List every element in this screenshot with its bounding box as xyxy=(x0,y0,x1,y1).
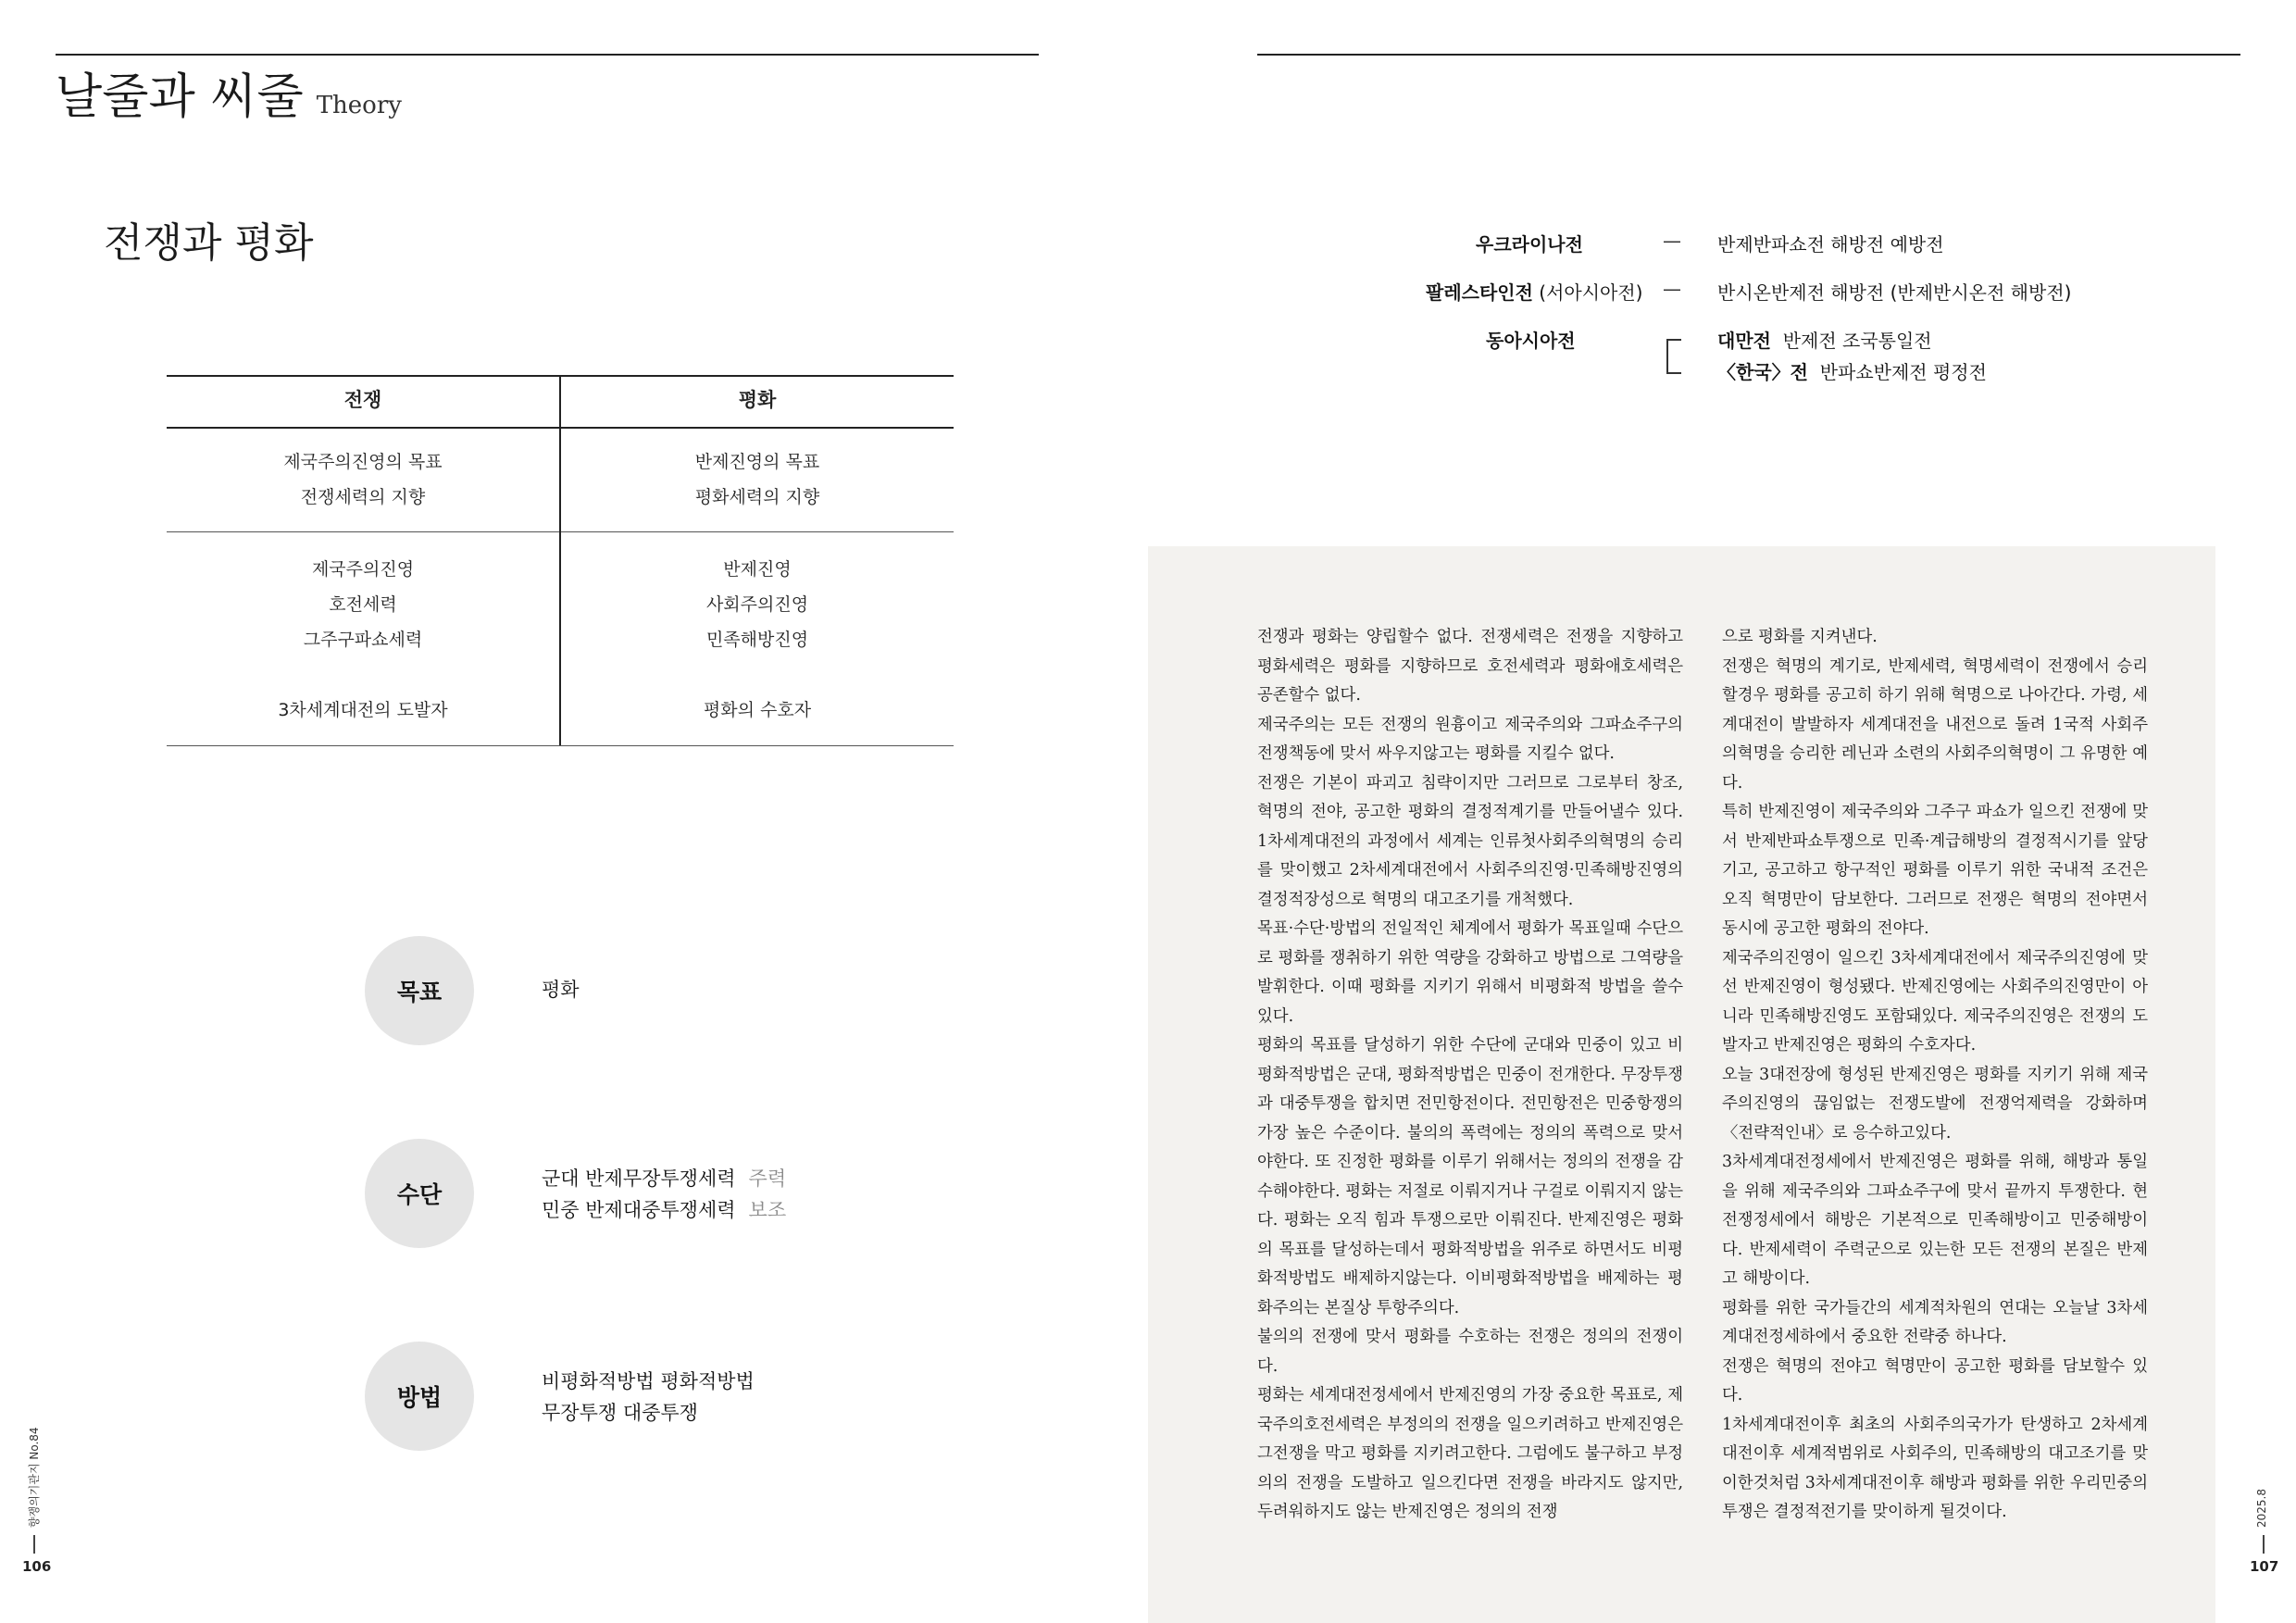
essay-paragraph: 제국주의진영이 일으킨 3차세계대전에서 제국주의진영에 맞선 반제진영이 형성됐다. 반제진영에는 사회주의진영만이 아니라 민족해방진영도 포함돼있다. 제국주의진영은 전쟁의 도발자고 반제진영은 평화의 수호자다. xyxy=(1722,948,2148,1055)
essay-paragraph: 평화는 세계대전정세에서 반제진영의 가장 중요한 목표로, 제국주의호전세력은 부정의의 전쟁을 일으키려하고 반제진영은 그전쟁을 막고 평화를 지키려고한다. 그럼에도 불구하고 부정의의 전쟁을 도발하고 일으킨다면 전쟁을 바라지도 않지만, 두려워하지도 않는 반제진영은 정의의 전쟁 xyxy=(1257,1386,1683,1521)
essay-paragraph: 오늘 3대전장에 형성된 반제진영은 평화를 지키기 위해 제국주의진영의 끊임없는 전쟁도발에 전쟁억제력을 강화하며 〈전략적인내〉로 응수하고있다. xyxy=(1722,1065,2148,1142)
section-title: 날줄과 씨줄 Theory xyxy=(56,69,402,125)
table-bottom-rule xyxy=(167,745,954,746)
essay-column-1 xyxy=(1257,623,1683,1528)
war-dash: — xyxy=(1663,230,1681,252)
magazine-name: 향쟁의기관지 No.84 xyxy=(28,1427,41,1528)
pillar-note: 주력 xyxy=(748,1167,787,1190)
table-cell: 반제진영 xyxy=(723,559,792,580)
table-cell: 전쟁세력의 지향 xyxy=(300,487,426,507)
war-bracket xyxy=(1666,339,1681,374)
war-sub-taiwan: 대만전 반제전 조국통일전 xyxy=(1717,330,1932,352)
pillar-circle-method: 방법 xyxy=(365,1342,474,1451)
page-number-left: 106 xyxy=(22,1558,52,1575)
table-cell: 평화의 수호자 xyxy=(703,700,812,720)
essay-paragraph: 목표·수단·방법의 전일적인 체계에서 평화가 목표일때 수단으로 평화를 쟁취하기 위한 역량을 강화하고 방법으로 그역량을 발휘한다. 이때 평화를 지키기 위해서 비평화적 방법을 쓸수 있다. xyxy=(1257,919,1683,1026)
essay-paragraph: 평화를 위한 국가들간의 세계적차원의 연대는 오늘날 3차세계대전정세하에서 중요한 전략중 하나다. xyxy=(1722,1298,2148,1346)
essay-paragraph: 제국주의는 모든 전쟁의 원흉이고 제국주의와 그파쇼주구의 전쟁책동에 맞서 싸우지않고는 평화를 지킬수 없다. xyxy=(1257,715,1683,763)
essay-paragraph: 전쟁과 평화는 양립할수 없다. 전쟁세력은 전쟁을 지향하고 평화세력은 평화를 지향하므로 호전세력과 평화애호세력은 공존할수 없다. xyxy=(1257,628,1683,705)
essay-paragraph: 전쟁은 혁명의 계기로, 반제세력, 혁명세력이 전쟁에서 승리할경우 평화를 공고히 하기 위해 혁명으로 나아간다. 가령, 세계대전이 발발하자 세계대전을 내전으로 돌려 1국적 사회주의혁명을 승리한 레닌과 소련의 사회주의혁명이 그 유명한 예다. xyxy=(1722,656,2148,793)
pillar-circle-goal: 목표 xyxy=(365,936,474,1045)
table-cell: 반제진영의 목표 xyxy=(694,452,820,472)
table-cell: 제국주의진영 xyxy=(311,559,415,580)
issue-date: 2025.8 xyxy=(2255,1489,2268,1528)
essay-paragraph: 으로 평화를 지켜낸다. xyxy=(1722,628,1878,646)
essay-column-2 xyxy=(1722,623,2148,1528)
essay-paragraph: 1차세계대전이후 최초의 사회주의국가가 탄생하고 2차세계대전이후 세계적범위로 사회주의, 민족해방의 대고조기를 맞이한것처럼 3차세계대전이후 해방과 평화를 위한 우리민중의 투쟁은 결정적전기를 맞이하게 될것이다. xyxy=(1722,1415,2148,1521)
page-heading: 전쟁과 평화 xyxy=(104,219,314,267)
war-desc-ukraine: 반제반파쇼전 해방전 예방전 xyxy=(1717,233,1944,256)
war-name-ukraine: 우크라이나전 xyxy=(1476,233,1583,256)
table-header-peace: 평화 xyxy=(738,389,777,411)
essay-paragraph: 불의의 전쟁에 맞서 평화를 수호하는 전쟁은 정의의 전쟁이다. xyxy=(1257,1328,1683,1376)
folio-tick xyxy=(33,1535,35,1554)
table-cell: 3차세계대전의 도발자 xyxy=(278,700,448,720)
essay-paragraph: 3차세계대전정세에서 반제진영은 평화를 위해, 해방과 통일을 위해 제국주의와 그파쇼주구에 맞서 끝까지 투쟁한다. 현전쟁정세에서 해방은 기본적으로 민족해방이고 민중해방이다. 반제세력이 주력군으로 있는한 모든 전쟁의 본질은 반제고 해방이다. xyxy=(1722,1153,2148,1288)
war-desc-palestine: 반시온반제전 해방전 (반제반시온전 해방전) xyxy=(1717,281,2072,304)
top-rule-left xyxy=(56,54,1039,56)
table-cell: 호전세력 xyxy=(329,594,397,615)
section-subtitle: Theory xyxy=(316,92,402,119)
essay-paragraph: 전쟁은 혁명의 전야고 혁명만이 공고한 평화를 담보할수 있다. xyxy=(1722,1356,2148,1405)
folio-tick xyxy=(2263,1535,2265,1554)
war-name-palestine: 팔레스타인전 (서아시아전) xyxy=(1426,281,1643,304)
essay-paragraph: 평화의 목표를 달성하기 위한 수단에 군대와 민중이 있고 비평화적방법은 군대, 평화적방법은 민중이 전개한다. 무장투쟁과 대중투쟁을 합치면 전민항전이다. 전민항전은 민중항쟁의 가장 높은 수준이다. 불의의 폭력에는 정의의 폭력으로 맞서야한다. 또 진정한 평화를 이루기 위해서는 정의의 전쟁을 감수해야한다. 평화는 저절로 이뤄지거나 구걸로 이뤄지지 않는다. 평화는 오직 힘과 투쟁으로만 이뤄진다. 반제진영은 평화의 목표를 달성하는데서 평화적방법을 위주로 하면서도 비평화적방법도 배제하지않는다. 이비평화적방법을 배제하는 평화주의는 본질상 투항주의다. xyxy=(1257,1036,1683,1317)
war-sub-korea: 〈한국〉전 반파쇼반제전 평정전 xyxy=(1717,361,1987,383)
pillar-line: 민중 반제대중투쟁세력 xyxy=(542,1199,736,1221)
pillar-circle-means: 수단 xyxy=(365,1139,474,1248)
war-name-east-asia: 동아시아전 xyxy=(1486,330,1576,352)
pillar-line: 군대 반제무장투쟁세력 xyxy=(542,1167,736,1190)
pillar-line: 비평화적방법 평화적방법 xyxy=(542,1370,755,1392)
pillar-note: 보조 xyxy=(748,1199,787,1221)
top-rule-right xyxy=(1257,54,2240,56)
table-cell: 민족해방진영 xyxy=(705,630,809,650)
table-cell: 사회주의진영 xyxy=(705,594,809,615)
pillar-goal-text xyxy=(542,974,580,1005)
war-dash: — xyxy=(1663,278,1681,300)
pillar-means-text xyxy=(542,1163,786,1226)
essay-paragraph: 전쟁은 기본이 파괴고 침략이지만 그러므로 그로부터 창조, 혁명의 전야, 공고한 평화의 결정적계기를 만들어낼수 있다. 1차세계대전의 과정에서 세계는 인류첫사회주의혁명의 승리를 맞이했고 2차세계대전에서 사회주의진영·민족해방진영의 결정적장성으로 혁명의 대고조기를 개척했다. xyxy=(1257,773,1683,909)
table-cell: 평화세력의 지향 xyxy=(694,487,820,507)
table-cell: 그주구파쇼세력 xyxy=(303,630,423,650)
pillar-line: 무장투쟁 대중투쟁 xyxy=(542,1402,698,1424)
table-cell: 제국주의진영의 목표 xyxy=(283,452,443,472)
pillar-line: 평화 xyxy=(542,979,580,1001)
page-number-right: 107 xyxy=(2250,1558,2279,1575)
table-header-war: 전쟁 xyxy=(343,389,382,411)
pillar-method-text xyxy=(542,1366,755,1429)
essay-paragraph: 특히 반제진영이 제국주의와 그주구 파쇼가 일으킨 전쟁에 맞서 반제반파쇼투쟁으로 민족·계급해방의 결정적시기를 앞당기고, 공고하고 항구적인 평화를 이루기 위한 국내적 조건은 오직 혁명만이 담보한다. 그러므로 전쟁은 혁명의 전야면서 동시에 공고한 평화의 전야다. xyxy=(1722,803,2148,938)
